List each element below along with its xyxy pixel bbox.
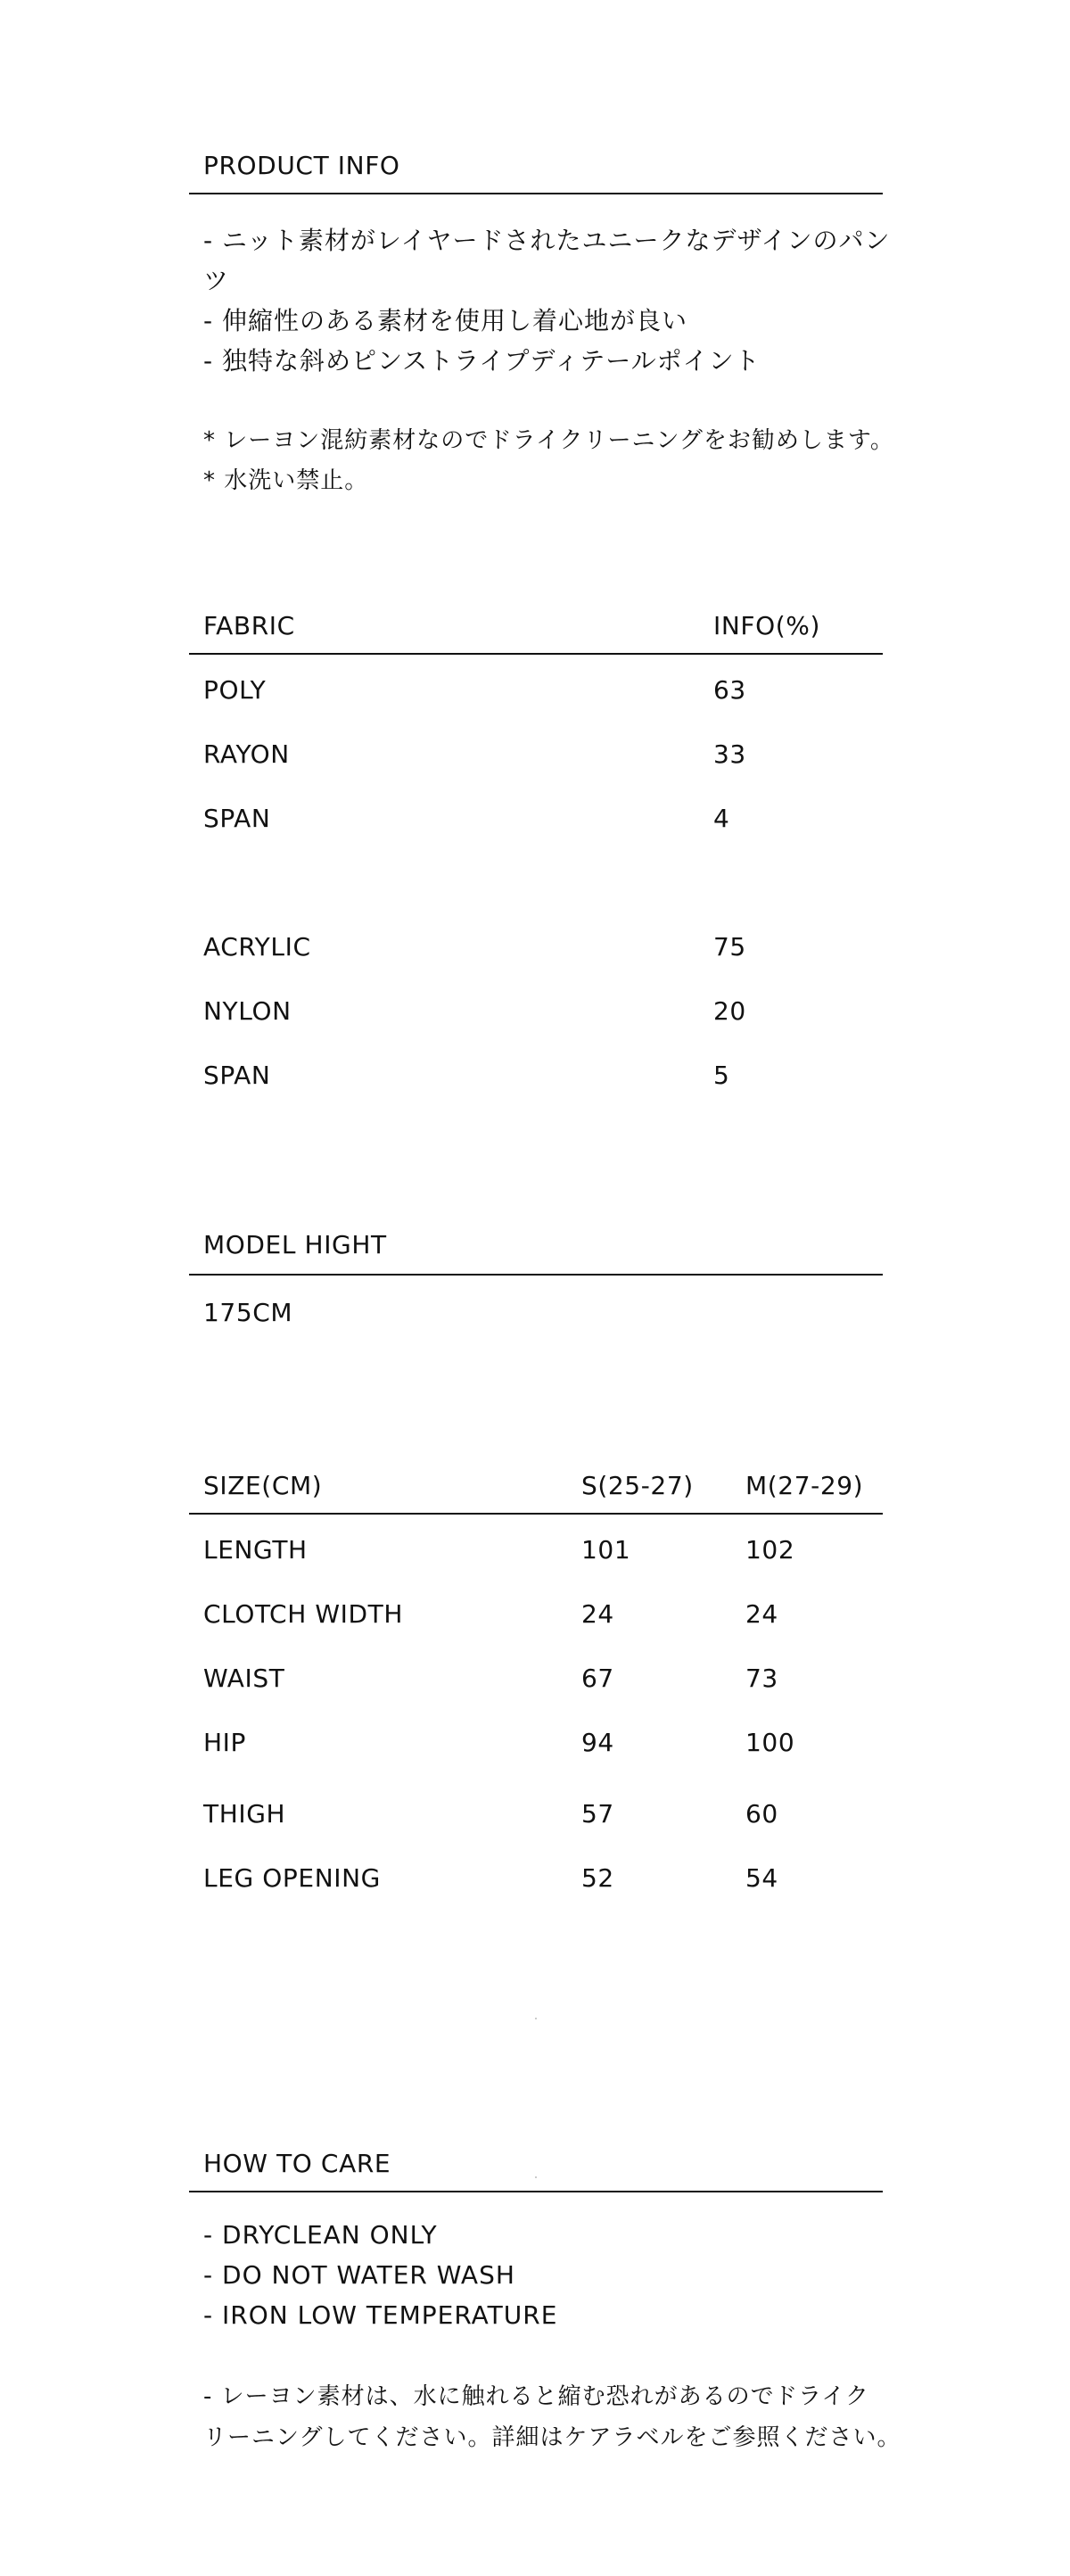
care-note: リーニングしてください。詳細はケアラベルをご参照ください。 (203, 2424, 901, 2451)
size-divider (189, 1513, 883, 1515)
size-row-m: 54 (745, 1863, 778, 1893)
fabric-row-value: 4 (713, 804, 730, 833)
size-row-m: 24 (745, 1599, 778, 1629)
product-info-line: ツ (203, 266, 230, 295)
size-row-m: 100 (745, 1728, 795, 1757)
product-info-note: * 水洗い禁止。 (203, 467, 369, 494)
fabric-row-value: 20 (713, 996, 746, 1026)
product-info-divider (189, 193, 883, 194)
size-row-name: HIP (203, 1728, 246, 1757)
size-row-name: LEG OPENING (203, 1863, 381, 1893)
fabric-row-name: ACRYLIC (203, 932, 311, 962)
product-info-title: PRODUCT INFO (203, 151, 400, 180)
care-line: - IRON LOW TEMPERATURE (203, 2300, 558, 2330)
size-row-m: 102 (745, 1535, 795, 1565)
model-height-value: 175CM (203, 1298, 293, 1327)
product-info-line: - 伸縮性のある素材を使用し着心地が良い (203, 306, 688, 335)
fabric-row-name: POLY (203, 675, 267, 705)
size-row-m: 60 (745, 1799, 778, 1829)
product-info-note: * レーヨン混紡素材なのでドライクリーニングをお勧めします。 (203, 427, 894, 454)
size-m-column-header: M(27-29) (745, 1471, 864, 1500)
size-row-s: 67 (581, 1664, 614, 1693)
size-row-name: LENGTH (203, 1535, 308, 1565)
size-row-s: 94 (581, 1728, 614, 1757)
size-row-s: 101 (581, 1535, 631, 1565)
size-row-name: CLOTCH WIDTH (203, 1599, 404, 1629)
fabric-row-name: SPAN (203, 1061, 271, 1090)
model-height-title: MODEL HIGHT (203, 1230, 387, 1259)
care-title: HOW TO CARE (203, 2149, 391, 2178)
fabric-row-name: SPAN (203, 804, 271, 833)
fabric-column-header: FABRIC (203, 611, 295, 640)
product-info-line: - ニット素材がレイヤードされたユニークなデザインのパン (203, 226, 891, 255)
care-line: - DRYCLEAN ONLY (203, 2220, 438, 2250)
fabric-row-value: 33 (713, 739, 746, 769)
size-row-s: 52 (581, 1863, 614, 1893)
fabric-row-value: 75 (713, 932, 746, 962)
info-column-header: INFO(%) (713, 611, 821, 640)
model-height-divider (189, 1274, 883, 1276)
fabric-row-name: RAYON (203, 739, 290, 769)
decorative-dot (535, 2176, 537, 2178)
fabric-row-value: 5 (713, 1061, 730, 1090)
size-row-name: WAIST (203, 1664, 285, 1693)
size-row-s: 24 (581, 1599, 614, 1629)
care-line: - DO NOT WATER WASH (203, 2260, 515, 2290)
care-note: - レーヨン素材は、水に触れると縮む恐れがあるのでドライク (203, 2383, 869, 2410)
size-s-column-header: S(25-27) (581, 1471, 694, 1500)
fabric-row-value: 63 (713, 675, 746, 705)
care-divider (189, 2191, 883, 2192)
size-row-s: 57 (581, 1799, 614, 1829)
size-column-header: SIZE(CM) (203, 1471, 323, 1500)
fabric-divider (189, 653, 883, 655)
fabric-row-name: NYLON (203, 996, 292, 1026)
size-row-m: 73 (745, 1664, 778, 1693)
product-info-line: - 独特な斜めピンストライプディテールポイント (203, 346, 761, 376)
size-row-name: THIGH (203, 1799, 286, 1829)
decorative-dot (535, 2018, 537, 2019)
